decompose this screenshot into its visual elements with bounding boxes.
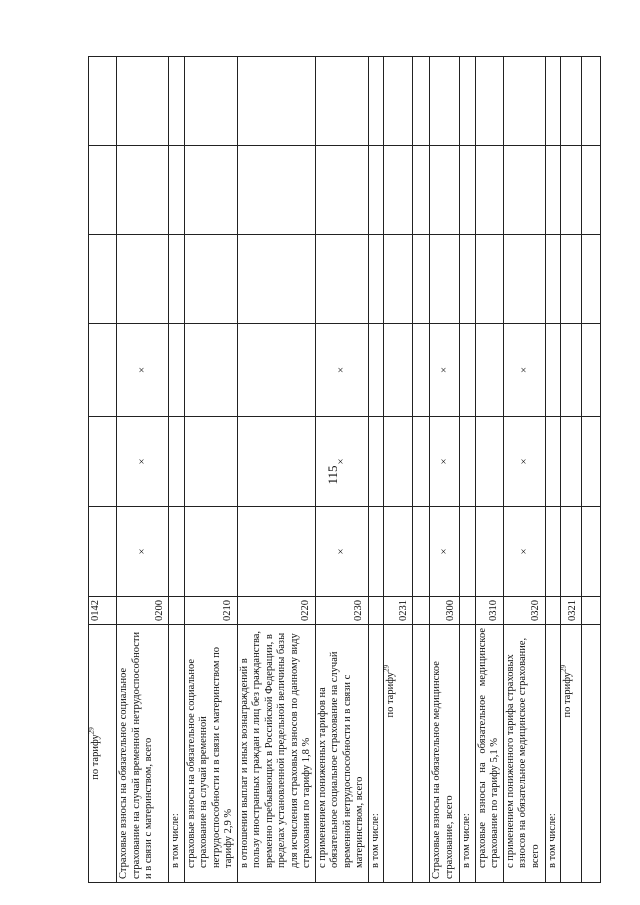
value-cell	[237, 235, 315, 324]
page-number: 115	[325, 465, 340, 485]
value-cell	[89, 417, 117, 507]
insurance-contributions-table	[88, 56, 601, 883]
row-name	[184, 625, 237, 883]
value-cell	[413, 507, 430, 597]
table-row	[430, 57, 460, 883]
table-row	[117, 57, 169, 883]
value-cell	[413, 235, 430, 324]
table-row	[184, 57, 237, 883]
row-name	[561, 625, 582, 883]
table-row	[460, 57, 476, 883]
value-cell	[169, 235, 185, 324]
table-row	[315, 57, 368, 883]
row-label: по тарифу	[562, 672, 573, 718]
value-cell	[315, 146, 368, 235]
cross-mark: ×	[315, 507, 368, 597]
cross-mark: ×	[503, 507, 545, 597]
value-cell	[413, 146, 430, 235]
value-cell	[460, 235, 476, 324]
row-code	[582, 597, 601, 625]
row-name	[413, 625, 430, 883]
cross-mark: ×	[430, 324, 460, 417]
table-row	[413, 57, 430, 883]
value-cell	[475, 324, 503, 417]
value-cell	[503, 57, 545, 146]
row-name	[117, 625, 169, 883]
value-cell	[89, 146, 117, 235]
value-cell	[368, 417, 384, 507]
cross-mark: ×	[117, 417, 169, 507]
rotated-page	[87, 57, 578, 883]
row-code: 0230	[315, 597, 368, 625]
value-cell	[368, 507, 384, 597]
row-code: 0310	[475, 597, 503, 625]
value-cell	[460, 324, 476, 417]
value-cell	[545, 324, 561, 417]
table-row	[545, 57, 561, 883]
value-cell	[169, 507, 185, 597]
value-cell	[169, 57, 185, 146]
value-cell	[169, 146, 185, 235]
row-name	[384, 625, 413, 883]
value-cell	[169, 324, 185, 417]
table-row	[503, 57, 545, 883]
table-row	[475, 57, 503, 883]
value-cell	[169, 417, 185, 507]
row-code	[460, 597, 476, 625]
value-cell	[89, 324, 117, 417]
value-cell	[475, 146, 503, 235]
cross-mark: ×	[315, 417, 368, 507]
value-cell	[117, 235, 169, 324]
row-name	[503, 625, 545, 883]
value-cell	[413, 324, 430, 417]
row-code: 0231	[384, 597, 413, 625]
value-cell	[368, 235, 384, 324]
value-cell	[545, 146, 561, 235]
value-cell	[475, 57, 503, 146]
row-code: 0321	[561, 597, 582, 625]
row-label: страховые взносы на обязательное медицинское страхование по тарифу 5,1 %	[476, 628, 500, 868]
row-code	[545, 597, 561, 625]
row-label: по тарифу	[385, 672, 396, 718]
value-cell	[460, 57, 476, 146]
value-cell	[430, 146, 460, 235]
value-cell	[582, 507, 601, 597]
row-label: в отношении выплат и иных вознаграждений в пользу иностранных граждан и лиц без гражданства, временно пребывающих в Российской Федерации, в пределах установленной предельной величины базы для исчисления страховых взносов по данному виду страхования по тарифу 1,8 %	[238, 630, 312, 868]
row-name	[582, 625, 601, 883]
value-cell	[413, 417, 430, 507]
row-label: Страховые взносы на обязательное медицинское страхование, всего	[431, 661, 455, 879]
value-cell	[384, 417, 413, 507]
value-cell	[368, 57, 384, 146]
value-cell	[561, 57, 582, 146]
value-cell	[237, 57, 315, 146]
table-row	[384, 57, 413, 883]
value-cell	[545, 507, 561, 597]
row-label: с применением пониженного тарифа страховых взносов на обязательное медицинское страхование, всего	[504, 637, 541, 868]
value-cell	[384, 146, 413, 235]
value-cell	[475, 235, 503, 324]
row-label: по тарифу	[90, 734, 101, 780]
value-cell	[503, 235, 545, 324]
table-row	[368, 57, 384, 883]
row-name	[89, 625, 117, 883]
value-cell	[582, 235, 601, 324]
row-label: страховые взносы на обязательное социальное страхование на случай временной нетрудоспособности и в связи с материнством по тарифу 2,9 %	[185, 646, 234, 868]
row-name	[460, 625, 476, 883]
table-row	[561, 57, 582, 883]
row-code	[368, 597, 384, 625]
row-code: 0300	[430, 597, 460, 625]
value-cell	[89, 507, 117, 597]
cross-mark: ×	[503, 324, 545, 417]
value-cell	[117, 57, 169, 146]
row-name	[368, 625, 384, 883]
value-cell	[582, 146, 601, 235]
cross-mark: ×	[315, 324, 368, 417]
table-row	[89, 57, 117, 883]
footnote-ref: 29	[382, 665, 391, 672]
value-cell	[561, 146, 582, 235]
value-cell	[503, 146, 545, 235]
value-cell	[413, 57, 430, 146]
value-cell	[384, 57, 413, 146]
value-cell	[460, 507, 476, 597]
row-name	[237, 625, 315, 883]
value-cell	[430, 57, 460, 146]
row-name	[545, 625, 561, 883]
row-label: в том числе:	[369, 813, 381, 868]
value-cell	[460, 146, 476, 235]
row-code: 0320	[503, 597, 545, 625]
cross-mark: ×	[117, 324, 169, 417]
value-cell	[561, 324, 582, 417]
value-cell	[384, 235, 413, 324]
footnote-ref: 29	[87, 727, 96, 735]
value-cell	[184, 417, 237, 507]
row-name	[430, 625, 460, 883]
value-cell	[368, 324, 384, 417]
value-cell	[475, 507, 503, 597]
value-cell	[184, 324, 237, 417]
value-cell	[384, 507, 413, 597]
value-cell	[545, 57, 561, 146]
value-cell	[368, 146, 384, 235]
value-cell	[184, 146, 237, 235]
value-cell	[561, 417, 582, 507]
table-row	[169, 57, 185, 883]
value-cell	[184, 235, 237, 324]
value-cell	[315, 235, 368, 324]
value-cell	[184, 507, 237, 597]
value-cell	[430, 235, 460, 324]
table-row	[582, 57, 601, 883]
row-label: с применением пониженных тарифов на обязательное социальное страхование на случай временной нетрудоспособности и в связи с материнством, всего	[316, 651, 365, 868]
value-cell	[237, 324, 315, 417]
value-cell	[475, 417, 503, 507]
cross-mark: ×	[430, 417, 460, 507]
cross-mark: ×	[430, 507, 460, 597]
row-code	[169, 597, 185, 625]
row-label: в том числе:	[170, 813, 181, 868]
row-code	[413, 597, 430, 625]
row-name	[475, 625, 503, 883]
value-cell	[561, 235, 582, 324]
table-row	[237, 57, 315, 883]
value-cell	[582, 324, 601, 417]
value-cell	[582, 417, 601, 507]
value-cell	[460, 417, 476, 507]
table-body	[89, 57, 601, 883]
value-cell	[545, 417, 561, 507]
value-cell	[117, 146, 169, 235]
row-code: 0200	[117, 597, 169, 625]
value-cell	[184, 57, 237, 146]
cross-mark: ×	[117, 507, 169, 597]
row-label: Страховые взносы на обязательное социальное страхование на случай временной нетрудоспособности и в связи с материнством, всего	[118, 631, 154, 879]
value-cell	[89, 57, 117, 146]
value-cell	[545, 235, 561, 324]
row-name	[169, 625, 185, 883]
row-label: в том числе:	[461, 813, 472, 868]
value-cell	[237, 507, 315, 597]
value-cell	[237, 417, 315, 507]
cross-mark: ×	[503, 417, 545, 507]
row-code: 0220	[237, 597, 315, 625]
row-code: 0210	[184, 597, 237, 625]
value-cell	[561, 507, 582, 597]
row-name	[315, 625, 368, 883]
row-code: 0142	[89, 597, 117, 625]
value-cell	[237, 146, 315, 235]
value-cell	[384, 324, 413, 417]
row-label: в том числе:	[546, 813, 558, 868]
footnote-ref: 29	[559, 665, 568, 672]
value-cell	[582, 57, 601, 146]
value-cell	[89, 235, 117, 324]
value-cell	[315, 57, 368, 146]
